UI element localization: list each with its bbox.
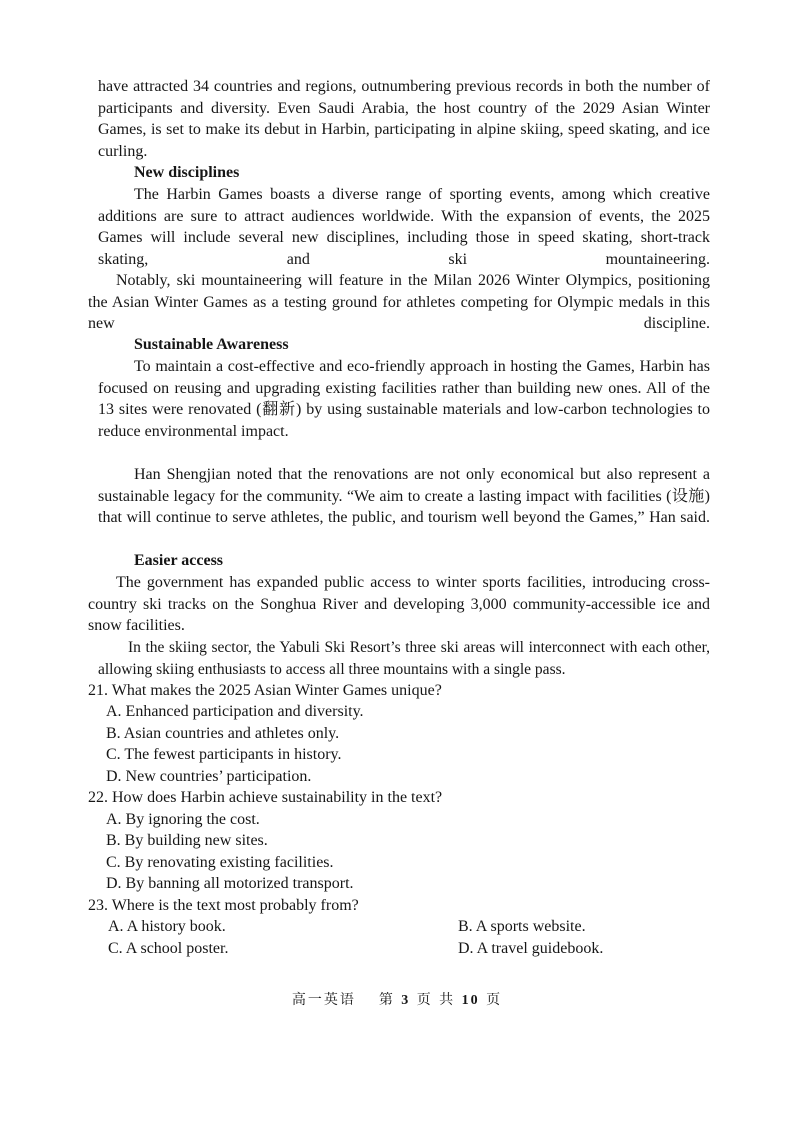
question-22-stem: 22. How does Harbin achieve sustainability in the text? xyxy=(88,789,443,806)
paragraph-sustainable-1: To maintain a cost-effective and eco-friendly approach in hosting the Games, Harbin has focused on reusing and upgrading existing facilities rather than building new ones. All of the 13 sites were renovated (翻新) by using sustainable materials and low-carbon technologies to reduce environmental impact. xyxy=(98,358,710,440)
question-22-option-b[interactable]: B. By building new sites. xyxy=(106,832,268,849)
heading-sustainable-awareness: Sustainable Awareness xyxy=(134,336,289,353)
footer-page-number: 3 xyxy=(401,993,411,1008)
paragraph-new-disciplines-2: Notably, ski mountaineering will feature in the Milan 2026 Winter Olympics, positioning the Asian Winter Games as a testing ground for athletes competing for Olympic medals in this new discipline. xyxy=(88,272,710,333)
question-21-option-a[interactable]: A. Enhanced participation and diversity. xyxy=(106,703,364,720)
page-footer xyxy=(0,989,794,1009)
footer-total-pages: 10 xyxy=(461,993,480,1008)
question-23-option-a[interactable]: A. A history book. xyxy=(108,918,226,935)
question-23-stem: 23. Where is the text most probably from? xyxy=(88,897,359,914)
question-23-option-d[interactable]: D. A travel guidebook. xyxy=(458,940,604,957)
paragraph-access-1: The government has expanded public access to winter sports facilities, introducing cross-country ski tracks on the Songhua River and developing 3,000 community-accessible ice and snow facilities. xyxy=(88,574,710,635)
paragraph-sustainable-2: Han Shengjian noted that the renovations are not only economical but also represent a sustainable legacy for the community. “We aim to create a lasting impact with facilities (设施) that will continue to serve athletes, the public, and tourism well beyond the Games,” Han said. xyxy=(98,466,710,527)
paragraph-new-disciplines-1: The Harbin Games boasts a diverse range of sporting events, among which creative additions are sure to attract audiences worldwide. With the expansion of events, the 2025 Games will include several new disciplines, including those in speed skating, short-track skating, and ski mountaineering. xyxy=(98,186,710,268)
footer-subject: 高一英语 xyxy=(291,992,356,1008)
question-22-option-c[interactable]: C. By renovating existing facilities. xyxy=(106,854,334,871)
heading-easier-access: Easier access xyxy=(134,552,224,569)
question-21-option-c[interactable]: C. The fewest participants in history. xyxy=(106,746,342,763)
question-21-option-b[interactable]: B. Asian countries and athletes only. xyxy=(106,725,340,742)
question-21-option-d[interactable]: D. New countries’ participation. xyxy=(106,768,312,785)
passage-intro: have attracted 34 countries and regions, outnumbering previous records in both the number of participants and diversity. Even Saudi Arabia, the host country of the 2029 Asian Winter Games, is set to make its debut in Harbin, participating in alpine skiing, speed skating, and ice curling. xyxy=(98,78,710,160)
question-23-option-c[interactable]: C. A school poster. xyxy=(108,940,229,957)
footer-page-mid: 页 共 xyxy=(416,992,456,1008)
footer-page-prefix: 第 xyxy=(378,992,395,1008)
question-21-stem: 21. What makes the 2025 Asian Winter Games unique? xyxy=(88,682,442,699)
question-22-option-a[interactable]: A. By ignoring the cost. xyxy=(106,811,260,828)
question-23-option-b[interactable]: B. A sports website. xyxy=(458,918,586,935)
heading-new-disciplines: New disciplines xyxy=(134,164,240,181)
footer-page-suffix: 页 xyxy=(486,992,503,1008)
question-22-option-d[interactable]: D. By banning all motorized transport. xyxy=(106,875,354,892)
paragraph-access-2: In the skiing sector, the Yabuli Ski Resort’s three ski areas will interconnect with each other, allowing skiing enthusiasts to access all three mountains with a single pass. xyxy=(98,639,710,678)
